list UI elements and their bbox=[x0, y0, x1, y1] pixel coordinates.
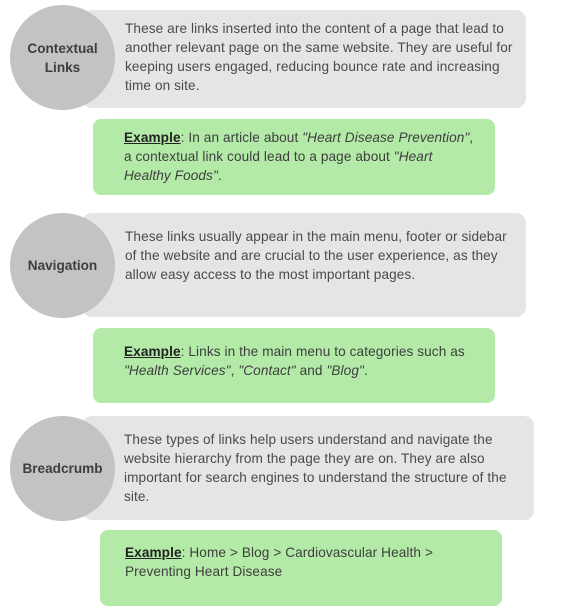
example-italic: "Blog" bbox=[326, 363, 364, 378]
contextual-links-example-box bbox=[93, 119, 495, 195]
example-italic: "Heart Healthy Foods" bbox=[124, 149, 433, 183]
breadcrumb-title: Breadcrumb bbox=[22, 461, 103, 476]
navigation-example-label: Example bbox=[124, 344, 181, 359]
contextual-links-title-line2: Links bbox=[44, 59, 81, 75]
example-text: : Home > Blog > Cardiovascular Health > Preventing Heart Disease bbox=[125, 545, 433, 579]
breadcrumb-example-box bbox=[100, 530, 502, 606]
breadcrumb-circle bbox=[10, 416, 115, 521]
navigation-example-box bbox=[93, 328, 495, 403]
navigation-description-box bbox=[82, 213, 526, 317]
breadcrumb-description: These types of links help users understand and navigate the website hierarchy from the page they are on. They are also important for search engines to understand the structure of the site. bbox=[124, 432, 507, 504]
example-text: : In an article about bbox=[180, 130, 303, 145]
example-text: , a contextual link could lead to a page about bbox=[124, 130, 474, 164]
navigation-title: Navigation bbox=[27, 258, 98, 273]
example-text: . bbox=[217, 168, 222, 183]
contextual-links-circle bbox=[10, 5, 115, 110]
contextual-links-description: These are links inserted into the content of a page that lead to another relevant page on the same website. They are useful for keeping users engaged, reducing bounce rate and increasing time on site. bbox=[125, 21, 513, 93]
example-text: . bbox=[363, 363, 368, 378]
example-text: , bbox=[230, 363, 239, 378]
contextual-links-description-box bbox=[82, 10, 526, 108]
breadcrumb-example-label: Example bbox=[125, 545, 182, 560]
navigation-description: These links usually appear in the main menu, footer or sidebar of the website and are crucial to the user experience, as they allow easy access to the most important pages. bbox=[125, 229, 507, 282]
contextual-links-title-line1: Contextual bbox=[27, 40, 98, 56]
breadcrumb-description-box bbox=[82, 416, 534, 520]
example-text: : Links in the main menu to categories such as bbox=[180, 344, 465, 359]
contextual-links-example-label: Example bbox=[124, 130, 181, 145]
example-italic: "Contact" bbox=[238, 363, 296, 378]
example-italic: "Health Services" bbox=[124, 363, 231, 378]
example-text: and bbox=[295, 363, 327, 378]
example-italic: "Heart Disease Prevention" bbox=[302, 130, 470, 145]
navigation-circle bbox=[10, 213, 115, 318]
